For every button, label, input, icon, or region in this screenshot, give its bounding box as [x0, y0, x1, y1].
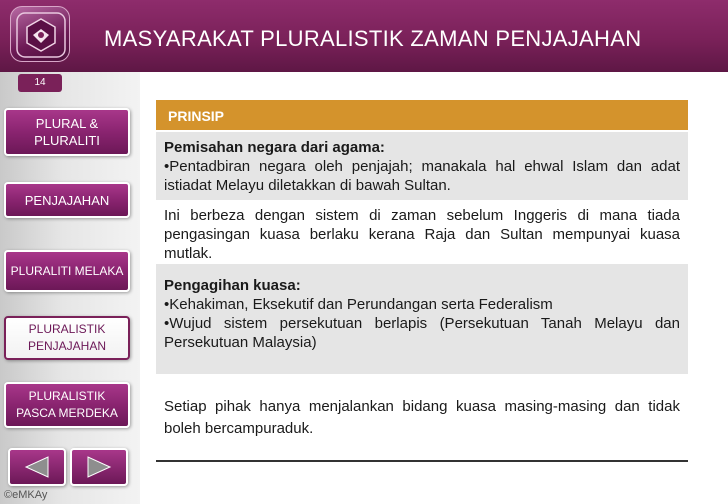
row-heading: Pemisahan negara dari agama:: [164, 139, 385, 156]
table-row: [156, 374, 688, 460]
nav-plural-pluraliti-button[interactable]: [4, 108, 130, 156]
navigation-arrows: [8, 448, 130, 488]
previous-slide-button[interactable]: [8, 448, 66, 486]
table-row: [156, 264, 688, 374]
triangle-left-icon: [22, 455, 52, 479]
table-header: PRINSIP: [156, 100, 688, 132]
principle-table: [156, 100, 688, 462]
nav-label: PLURAL & PLURALITI: [34, 116, 100, 148]
table-bottom-rule: [156, 460, 688, 462]
copyright-text: ©eMKAy: [4, 489, 48, 501]
nav-label: PENJAJAHAN: [24, 192, 110, 208]
triangle-right-icon: [84, 455, 114, 479]
row-text: Setiap pihak hanya menjalankan bidang kuasa masing-masing dan tidak boleh bercampuraduk.: [164, 398, 680, 437]
nav-label: PLURALITI MELAKA: [10, 263, 124, 278]
row-text: •Wujud sistem persekutuan berlapis (Persekutuan Tanah Melayu dan Persekutuan Malaysia): [164, 315, 680, 351]
nav-label: PLURALISTIK PENJAJAHAN: [27, 322, 107, 353]
nav-pluralistik-pasca-merdeka-button[interactable]: [4, 382, 130, 428]
next-slide-button[interactable]: [70, 448, 128, 486]
nav-pluraliti-melaka-button[interactable]: [4, 250, 130, 292]
row-text: Ini berbeza dengan sistem di zaman sebelum Inggeris di mana tiada pengasingan kuasa berlaku kerana Raja dan Sultan mempunyai kuasa mutlak.: [164, 207, 680, 262]
row-text: •Kehakiman, Eksekutif dan Perundangan serta Federalism: [164, 296, 553, 313]
nav-label: PLURALISTIK PASCA MERDEKA: [16, 389, 118, 420]
nav-pluralistik-penjajahan-button[interactable]: [4, 316, 130, 360]
university-logo: [10, 6, 70, 62]
table-row: [156, 132, 688, 200]
nav-penjajahan-button[interactable]: [4, 182, 130, 218]
row-heading: Pengagihan kuasa:: [164, 277, 301, 294]
page-title: MASYARAKAT PLURALISTIK ZAMAN PENJAJAHAN: [104, 26, 642, 51]
row-text: •Pentadbiran negara oleh penjajah; manakala hal ehwal Islam dan adat istiadat Melayu diletakkan di bawah Sultan.: [164, 158, 680, 194]
table-row: [156, 200, 688, 264]
page-number-badge: 14: [18, 74, 62, 92]
